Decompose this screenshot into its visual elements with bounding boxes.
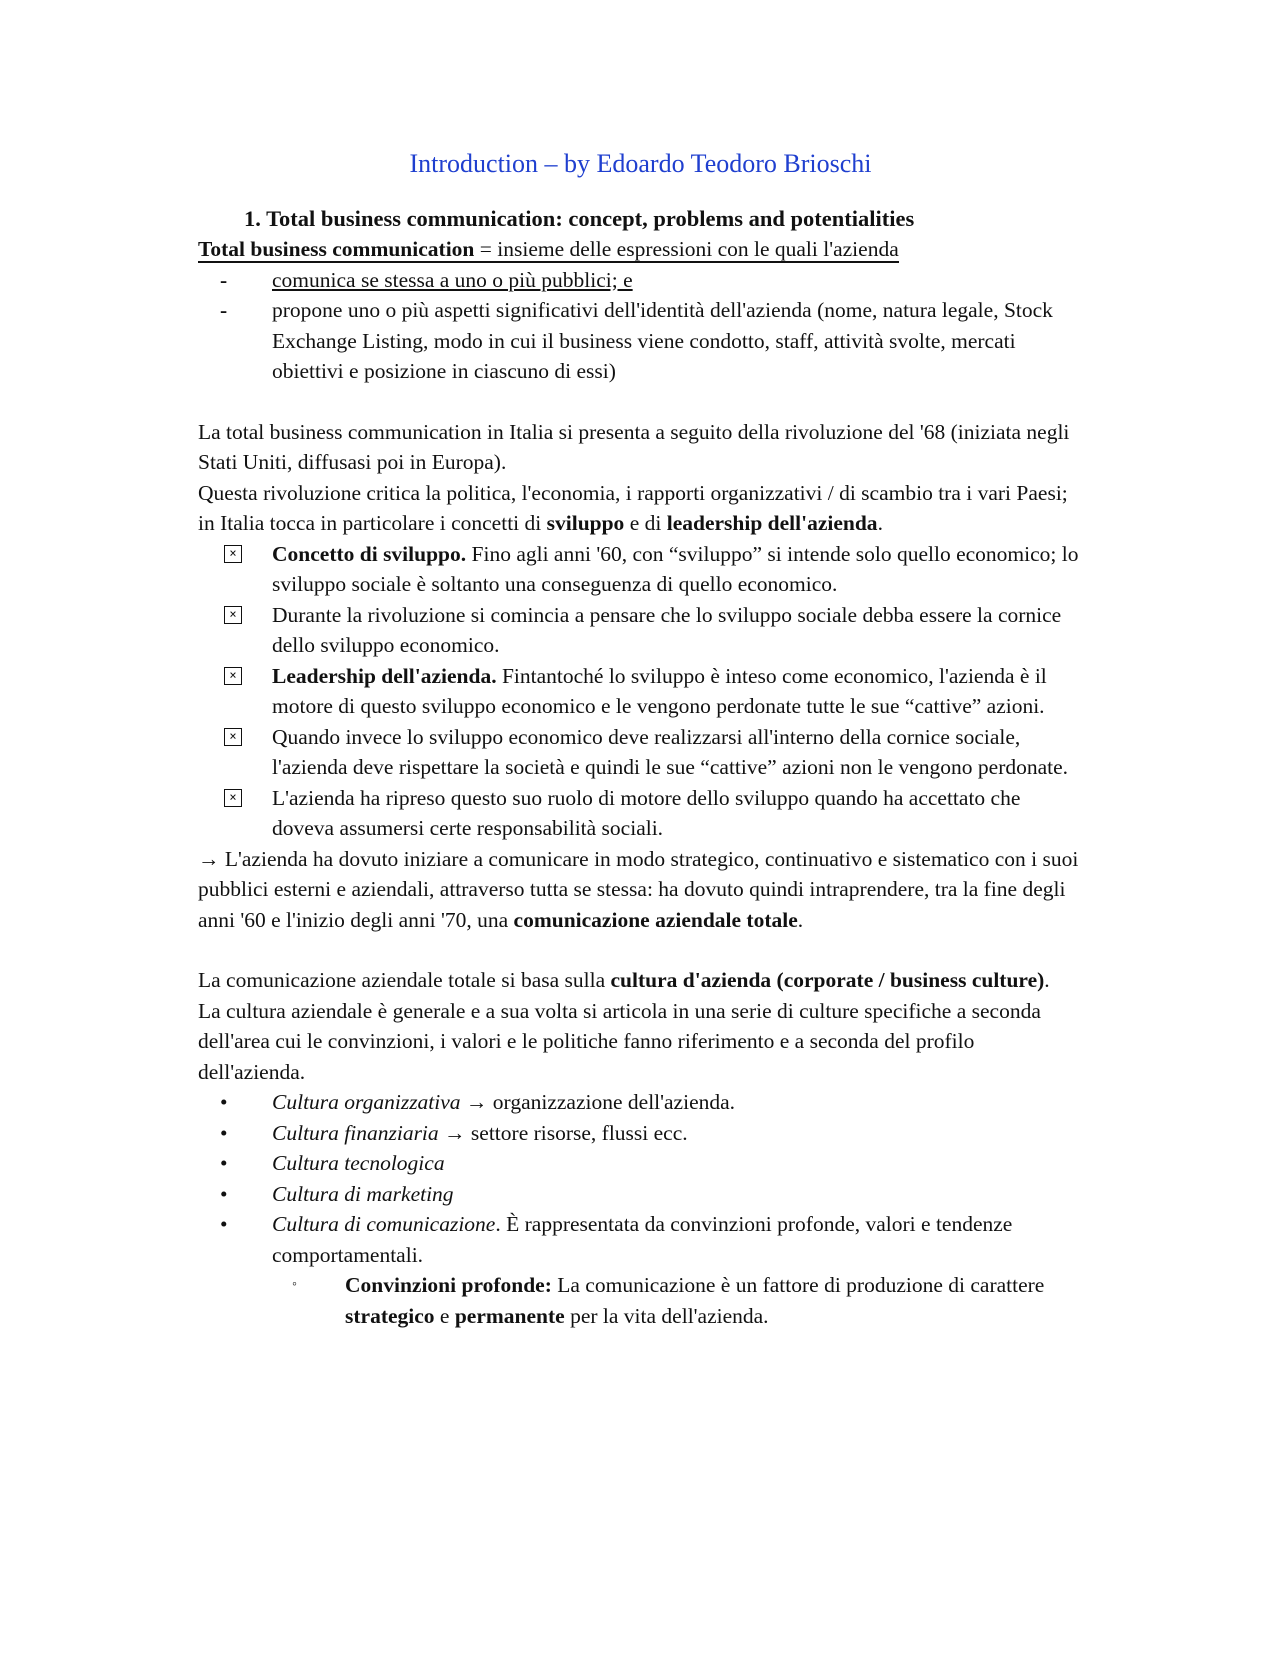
definition-term: Total business communication xyxy=(198,237,475,261)
keyword-comunicazione-totale: comunicazione aziendale totale xyxy=(513,907,798,932)
bullet-item-text: → settore risorse, flussi ecc. xyxy=(438,1120,688,1145)
bullet-item-italic: Cultura finanziaria xyxy=(272,1120,439,1145)
bullet-marker: • xyxy=(220,1181,228,1206)
bullet-item-italic: Cultura di marketing xyxy=(272,1181,454,1206)
bullet-item xyxy=(198,1148,1083,1179)
bullet-item-italic: Cultura organizzativa xyxy=(272,1090,461,1114)
sub-bullet-marker: ◦ xyxy=(292,1277,297,1292)
checkbox-icon: × xyxy=(224,545,242,563)
bullet-item-italic: Cultura tecnologica xyxy=(272,1151,445,1175)
bullet-item xyxy=(198,1087,1083,1118)
spacer xyxy=(198,387,1083,417)
dash-item xyxy=(198,265,1083,296)
box-item-text: Quando invece lo sviluppo economico deve realizzarsi all'interno della cornice sociale, l'azienda deve rispettare la società e quindi le sue “cattive” azioni non le vengono perdonate. xyxy=(272,724,1069,779)
paragraph-conclusion: → L'azienda ha dovuto iniziare a comunicare in modo strategico, continuativo e sistematico con i suoi pubblici esterni e aziendali, attraverso tutta se stessa: ha dovuto quindi intraprendere, tra la fine degli anni '60 e l'inizio degli anni '70, una comunicazione aziendale totale. xyxy=(198,846,1079,932)
section-heading: 1. Total business communication: concept, problems and potentialities xyxy=(244,206,915,231)
keyword-cultura: cultura d'azienda (corporate / business culture) xyxy=(610,968,1045,992)
bullet-marker: • xyxy=(220,1090,228,1114)
bullet-item xyxy=(198,1118,1083,1149)
paragraph-culture: La comunicazione aziendale totale si basa sulla cultura d'azienda (corporate / business culture). xyxy=(198,968,1050,992)
paragraph-culture-detail: La cultura aziendale è generale e a sua volta si articola in una serie di culture specifiche a seconda dell'area cui le convinzioni, i valori e le politiche fanno riferimento e a seconda del profilo dell'azienda. xyxy=(198,998,1041,1084)
checkbox-icon: × xyxy=(224,789,242,807)
dash-item-text: comunica se stessa a uno o più pubblici; e xyxy=(272,267,633,292)
box-item xyxy=(198,600,1083,661)
bullet-item xyxy=(198,1209,1083,1270)
box-item-text: Fino agli anni '60, con “sviluppo” si intende solo quello economico; lo sviluppo sociale è soltanto una conseguenza di quello economico. xyxy=(272,541,1079,596)
spacer xyxy=(198,935,1083,965)
paragraph-origin: La total business communication in Italia si presenta a seguito della rivoluzione del '68 (iniziata negli Stati Uniti, diffusasi poi in Europa). xyxy=(198,419,1070,474)
box-item xyxy=(198,722,1083,783)
dash-marker: - xyxy=(220,298,228,322)
dash-item-text: propone uno o più aspetti significativi dell'identità dell'azienda (nome, natura legale, Stock Exchange Listing, modo in cui il business viene condotto, staff, attività svolte, mercati obiettivi e posizione in ciascuno di essi) xyxy=(272,298,1053,383)
bullet-marker: • xyxy=(220,1212,228,1236)
box-item xyxy=(198,783,1083,844)
sub-bullet-item: ◦ Convinzioni profonde: La comunicazione è un fattore di produzione di carattere strategico e permanente per la vita dell'azienda. xyxy=(198,1270,1083,1331)
keyword-leadership: leadership dell'azienda xyxy=(666,511,878,535)
bullet-item-italic: Cultura di comunicazione xyxy=(272,1212,496,1236)
dash-item xyxy=(198,295,1083,387)
checkbox-icon: × xyxy=(224,728,242,746)
bullet-item-text: → organizzazione dell'azienda. xyxy=(460,1090,736,1114)
paragraph-revolution: Questa rivoluzione critica la politica, l'economia, i rapporti organizzativi / di scambio tra i vari Paesi; in Italia tocca in particolare i concetti di sviluppo e di leadership dell'azienda. xyxy=(198,480,1068,535)
keyword-sviluppo: sviluppo xyxy=(546,511,625,535)
bullet-marker: • xyxy=(220,1151,228,1175)
checkbox-icon: × xyxy=(224,667,242,685)
dash-marker: - xyxy=(220,267,228,292)
keyword-strategico: strategico xyxy=(345,1303,435,1328)
page-title: Introduction – by Edoardo Teodoro Brioschi xyxy=(409,149,872,178)
box-item xyxy=(198,539,1083,600)
checkbox-icon: × xyxy=(224,606,242,624)
keyword-permanente: permanente xyxy=(454,1303,565,1328)
bullet-marker: • xyxy=(220,1120,228,1145)
box-item-text: Durante la rivoluzione si comincia a pensare che lo sviluppo sociale debba essere la cornice dello sviluppo economico. xyxy=(272,602,1062,657)
box-item-bold: Concetto di sviluppo. xyxy=(272,541,467,566)
bullet-item xyxy=(198,1179,1083,1210)
bullet-item-text: . È rappresentata da convinzioni profonde, valori e tendenze comportamentali. xyxy=(272,1212,1013,1267)
sub-item-bold: Convinzioni profonde: xyxy=(345,1273,552,1297)
box-item-bold: Leadership dell'azienda. xyxy=(272,663,497,688)
box-item-text: L'azienda ha ripreso questo suo ruolo di motore dello sviluppo quando ha accettato che doveva assumersi certe responsabilità sociali. xyxy=(272,785,1021,840)
box-item xyxy=(198,661,1083,722)
definition-text: = insieme delle espressioni con le quali l'azienda xyxy=(474,237,899,261)
definition-line xyxy=(198,234,1083,265)
box-item-text: Fintantoché lo sviluppo è inteso come economico, l'azienda è il motore di questo sviluppo economico e le vengono perdonate tutte le sue “cattive” azioni. xyxy=(272,663,1047,718)
document-page xyxy=(198,146,1083,1331)
